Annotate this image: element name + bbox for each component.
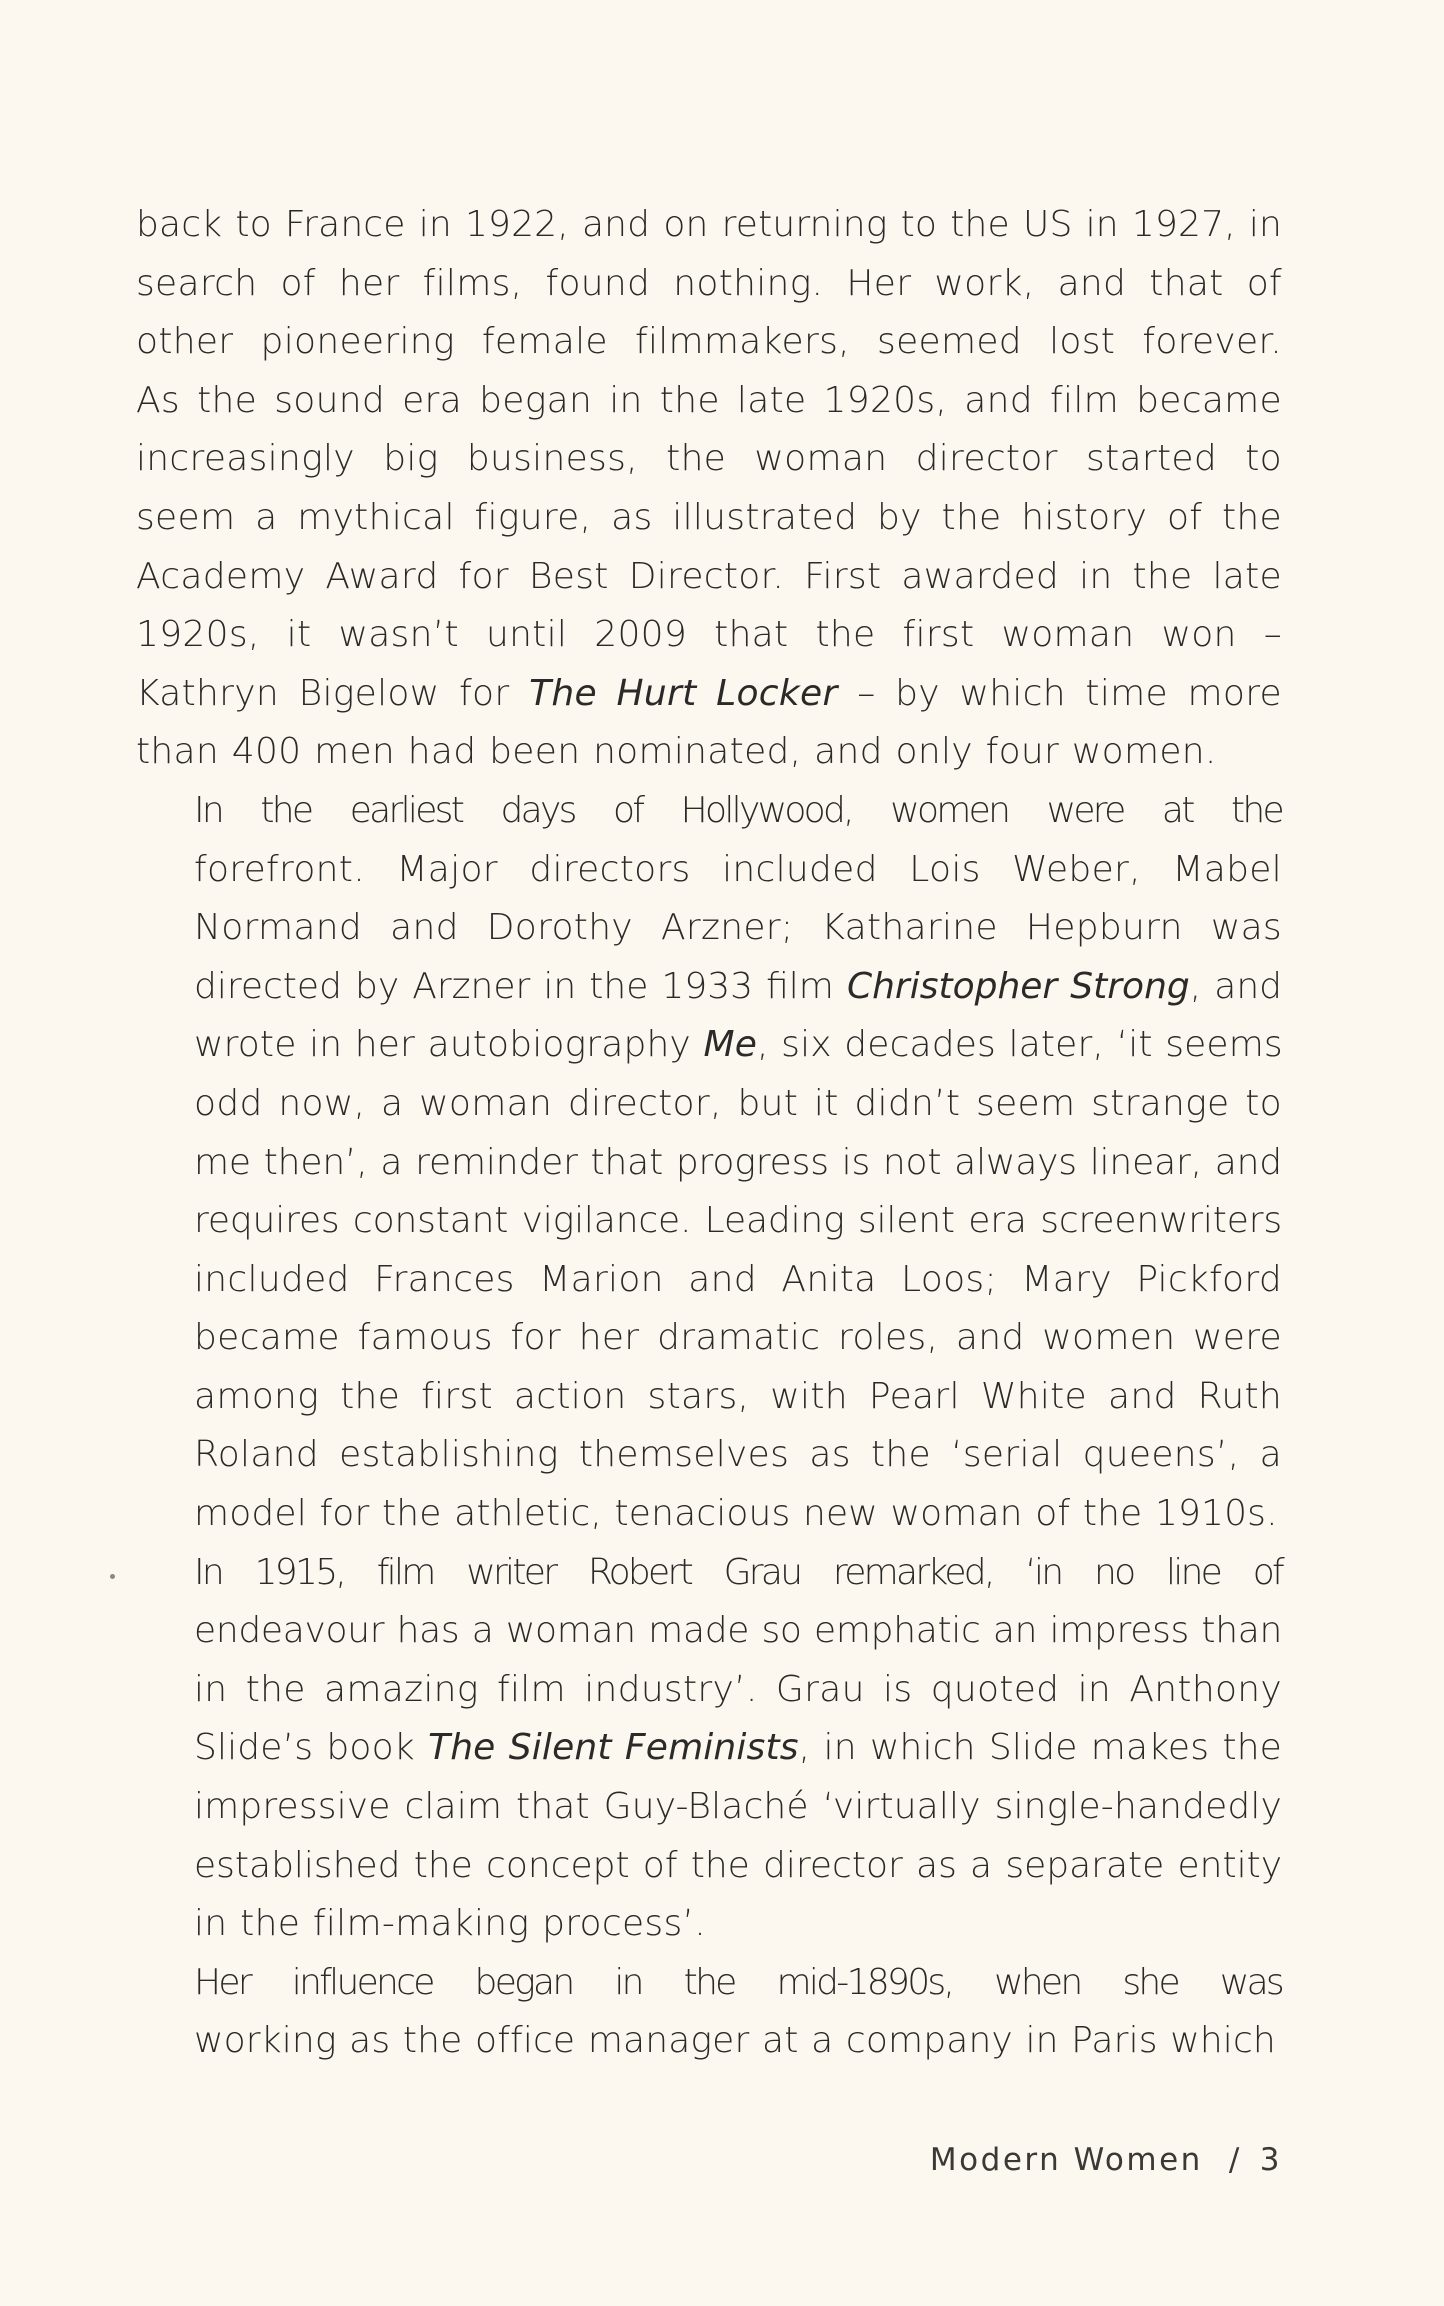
text-run: Slide’s book (194, 1727, 429, 1769)
text-line (136, 430, 1282, 489)
text-run: Normand and Dorothy Arzner; Katharine Hepburn was (194, 907, 1282, 949)
text-line (136, 255, 1282, 314)
text-run: directed by Arzner in the 1933 film (194, 965, 847, 1007)
footer-separator: / (1228, 2142, 1242, 2178)
text-line (136, 1309, 1282, 1368)
text-run: working as the office manager at a company in Paris which (194, 2020, 1276, 2062)
text-line (136, 899, 1282, 958)
text-line (136, 1426, 1282, 1485)
text-line (136, 1837, 1282, 1896)
text-line (136, 606, 1282, 665)
margin-mark (110, 1574, 115, 1579)
text-line (136, 1661, 1282, 1720)
text-line (136, 665, 1282, 724)
text-run: Academy Award for Best Director. First awarded in the late (136, 555, 1282, 597)
text-line (136, 372, 1282, 431)
text-run: requires constant vigilance. Leading silent era screenwriters (194, 1200, 1282, 1242)
text-run: , and (1189, 965, 1282, 1007)
text-run: , in which Slide makes the (798, 1727, 1282, 1769)
text-line (136, 723, 1282, 782)
text-run: wrote in her autobiography (194, 1024, 704, 1066)
text-line (136, 2012, 1282, 2071)
text-run: Roland establishing themselves as the ‘serial queens’, a (194, 1434, 1282, 1476)
text-run: in the amazing film industry’. Grau is quoted in Anthony (194, 1668, 1282, 1710)
text-run: in the film-making process’. (194, 1903, 706, 1945)
text-run: impressive claim that Guy-Blaché ‘virtually single-handedly (194, 1786, 1282, 1828)
page-number: 3 (1259, 2142, 1282, 2178)
text-line (136, 313, 1282, 372)
text-run: odd now, a woman director, but it didn’t seem strange to (194, 1082, 1282, 1124)
text-run: model for the athletic, tenacious new woman of the 1910s. (194, 1493, 1278, 1535)
italic-title: The Hurt Locker (529, 672, 838, 714)
text-line (136, 1075, 1282, 1134)
text-line (136, 841, 1282, 900)
text-run: established the concept of the director as a separate entity (194, 1844, 1282, 1886)
body-text (136, 196, 1282, 2071)
text-run: – by which time more (837, 672, 1282, 714)
text-line (136, 1602, 1282, 1661)
text-line (136, 1134, 1282, 1193)
italic-title: Christopher Strong (846, 965, 1190, 1007)
text-run: As the sound era began in the late 1920s, and film became (136, 379, 1282, 421)
text-line (136, 489, 1282, 548)
text-run: other pioneering female filmmakers, seemed lost forever. (136, 321, 1282, 363)
text-run: back to France in 1922, and on returning to the US in 1927, in (136, 204, 1282, 245)
text-run: Her influence began in the mid-1890s, when she was (194, 1961, 1282, 2003)
text-run: In the earliest days of Hollywood, women were at the (194, 789, 1282, 831)
text-line (136, 1778, 1282, 1837)
text-line (136, 1485, 1282, 1544)
text-line (136, 1719, 1282, 1778)
text-run: endeavour has a woman made so emphatic an impress than (194, 1610, 1282, 1652)
text-line (136, 958, 1282, 1017)
italic-title: Me (703, 1024, 757, 1066)
text-line (136, 1954, 1282, 2013)
text-line (136, 196, 1282, 255)
text-run: In 1915, film writer Robert Grau remarked, ‘in no line of (194, 1551, 1282, 1593)
text-run: among the first action stars, with Pearl White and Ruth (194, 1375, 1282, 1417)
text-run: included Frances Marion and Anita Loos; Mary Pickford (194, 1258, 1282, 1300)
text-run: , six decades later, ‘it seems (757, 1024, 1283, 1066)
text-line (136, 548, 1282, 607)
footer-section-title: Modern Women (929, 2142, 1203, 2178)
text-run: forefront. Major directors included Lois Weber, Mabel (194, 848, 1282, 890)
text-run: became famous for her dramatic roles, and women were (194, 1317, 1282, 1359)
paragraph (136, 1544, 1282, 1954)
text-line (136, 782, 1282, 841)
text-line (136, 1895, 1282, 1954)
paragraph (136, 196, 1282, 782)
text-run: increasingly big business, the woman director started to (136, 438, 1282, 480)
text-line (136, 1544, 1282, 1603)
text-run: 1920s, it wasn’t until 2009 that the first woman won – (136, 614, 1282, 656)
text-run: than 400 men had been nominated, and only four women. (136, 731, 1217, 773)
text-line (136, 1016, 1282, 1075)
running-footer (930, 2142, 1282, 2178)
text-line (136, 1368, 1282, 1427)
text-run: me then’, a reminder that progress is not always linear, and (194, 1141, 1282, 1183)
text-run: seem a mythical figure, as illustrated by the history of the (136, 496, 1282, 538)
italic-title: The Silent Feminists (428, 1727, 799, 1769)
text-run: Kathryn Bigelow for (136, 672, 530, 714)
text-line (136, 1251, 1282, 1310)
paragraph (136, 782, 1282, 1544)
paragraph (136, 1954, 1282, 2071)
text-line (136, 1192, 1282, 1251)
text-run: search of her films, found nothing. Her work, and that of (136, 262, 1282, 304)
